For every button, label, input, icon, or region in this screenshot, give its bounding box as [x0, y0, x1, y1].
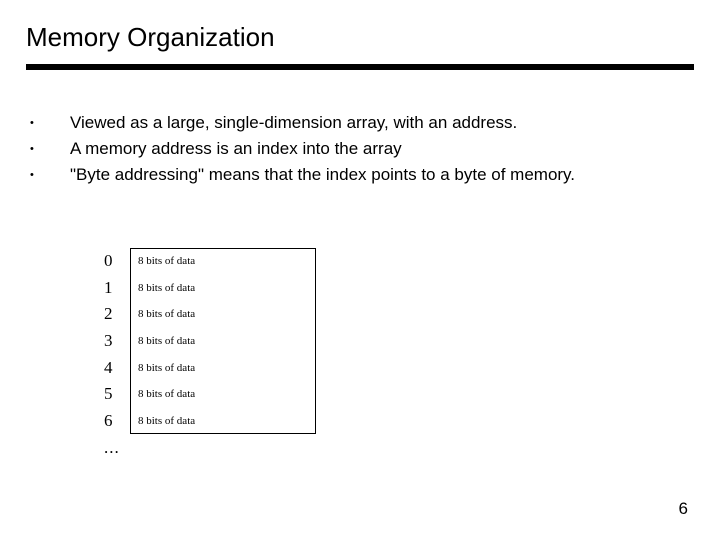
- memory-cell-content: 8 bits of data: [138, 388, 196, 401]
- bullet-text: A memory address is an index into the array: [70, 139, 402, 158]
- memory-ellipsis: ...: [104, 438, 120, 457]
- memory-cell-content: 8 bits of data: [138, 361, 196, 374]
- memory-address: 5: [104, 384, 113, 404]
- memory-cell-content: 8 bits of data: [138, 281, 196, 294]
- memory-cell: [130, 275, 316, 302]
- bullet-text: "Byte addressing" means that the index points to a byte of memory.: [70, 165, 576, 184]
- memory-cell-content: 8 bits of data: [138, 255, 196, 267]
- memory-address: 0: [104, 251, 113, 270]
- memory-address: 1: [104, 277, 113, 297]
- slide-number: 6: [678, 499, 688, 518]
- slide-title: Memory Organization: [26, 22, 275, 52]
- bullet-marker: •: [30, 117, 34, 129]
- memory-address: 6: [104, 411, 113, 430]
- memory-cell: [130, 248, 316, 275]
- bullet-marker: •: [30, 169, 34, 181]
- memory-cell: [130, 328, 316, 355]
- memory-cell: [130, 381, 316, 408]
- title-divider: [26, 64, 694, 70]
- bullet-marker: •: [30, 143, 34, 155]
- memory-cell-content: 8 bits of data: [138, 335, 196, 347]
- memory-cell: [130, 301, 316, 328]
- memory-cell: [130, 408, 316, 435]
- memory-address: 3: [104, 331, 113, 350]
- bullet-text: Viewed as a large, single-dimension array, with an address.: [70, 113, 518, 132]
- memory-cell-content: 8 bits of data: [138, 308, 196, 321]
- memory-cell: [130, 355, 316, 382]
- memory-address: 2: [104, 304, 113, 324]
- memory-address: 4: [104, 357, 113, 377]
- memory-cell-content: 8 bits of data: [138, 415, 196, 427]
